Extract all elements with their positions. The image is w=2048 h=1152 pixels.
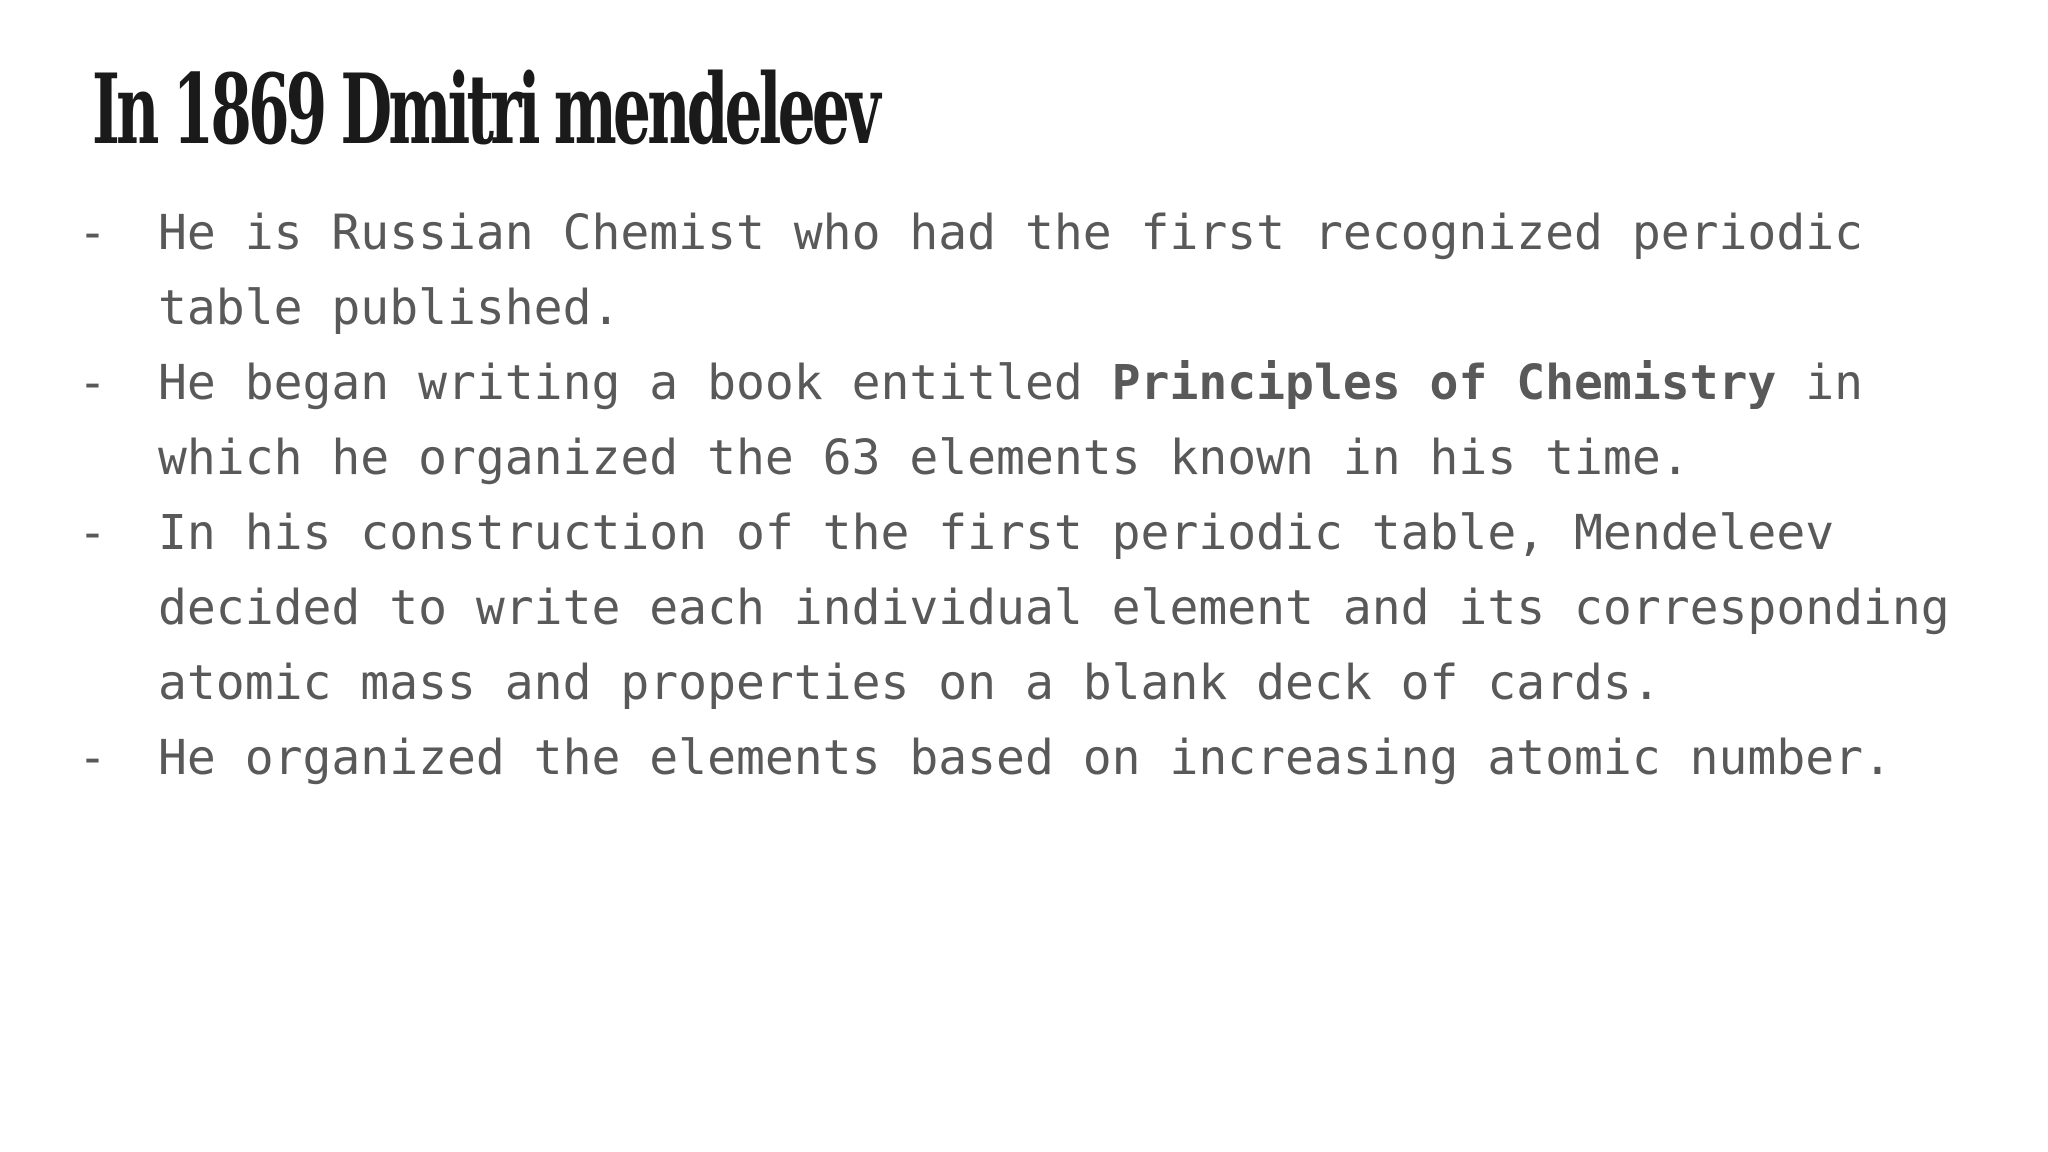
bullet-dash: -: [78, 505, 107, 561]
bullet-item: [78, 496, 2018, 721]
bullet-list: [78, 196, 2018, 796]
bullet-dash: -: [78, 730, 107, 786]
book-title: Principles of Chemistry: [1111, 355, 1777, 411]
bullet-dash: -: [78, 355, 107, 411]
bullet-text: He is Russian Chemist who had the first recognized periodic table published.: [158, 205, 1864, 336]
bullet-item: [78, 346, 2018, 496]
bullet-text: He began writing a book entitled: [158, 355, 1112, 411]
bullet-text: In his construction of the first periodic table, Mendeleev decided to write each individual element and its corresponding atomic mass and properties on a blank deck of cards.: [158, 505, 1950, 711]
bullet-item: [78, 196, 2018, 346]
bullet-dash: -: [78, 205, 107, 261]
bullet-text-continued: in which he organized the 63 elements known in his time.: [158, 355, 1864, 486]
bullet-item: [78, 721, 2018, 796]
slide-title: In 1869 Dmitri mendeleev: [92, 53, 877, 166]
bullet-text: He organized the elements based on increasing atomic number.: [158, 730, 1892, 786]
